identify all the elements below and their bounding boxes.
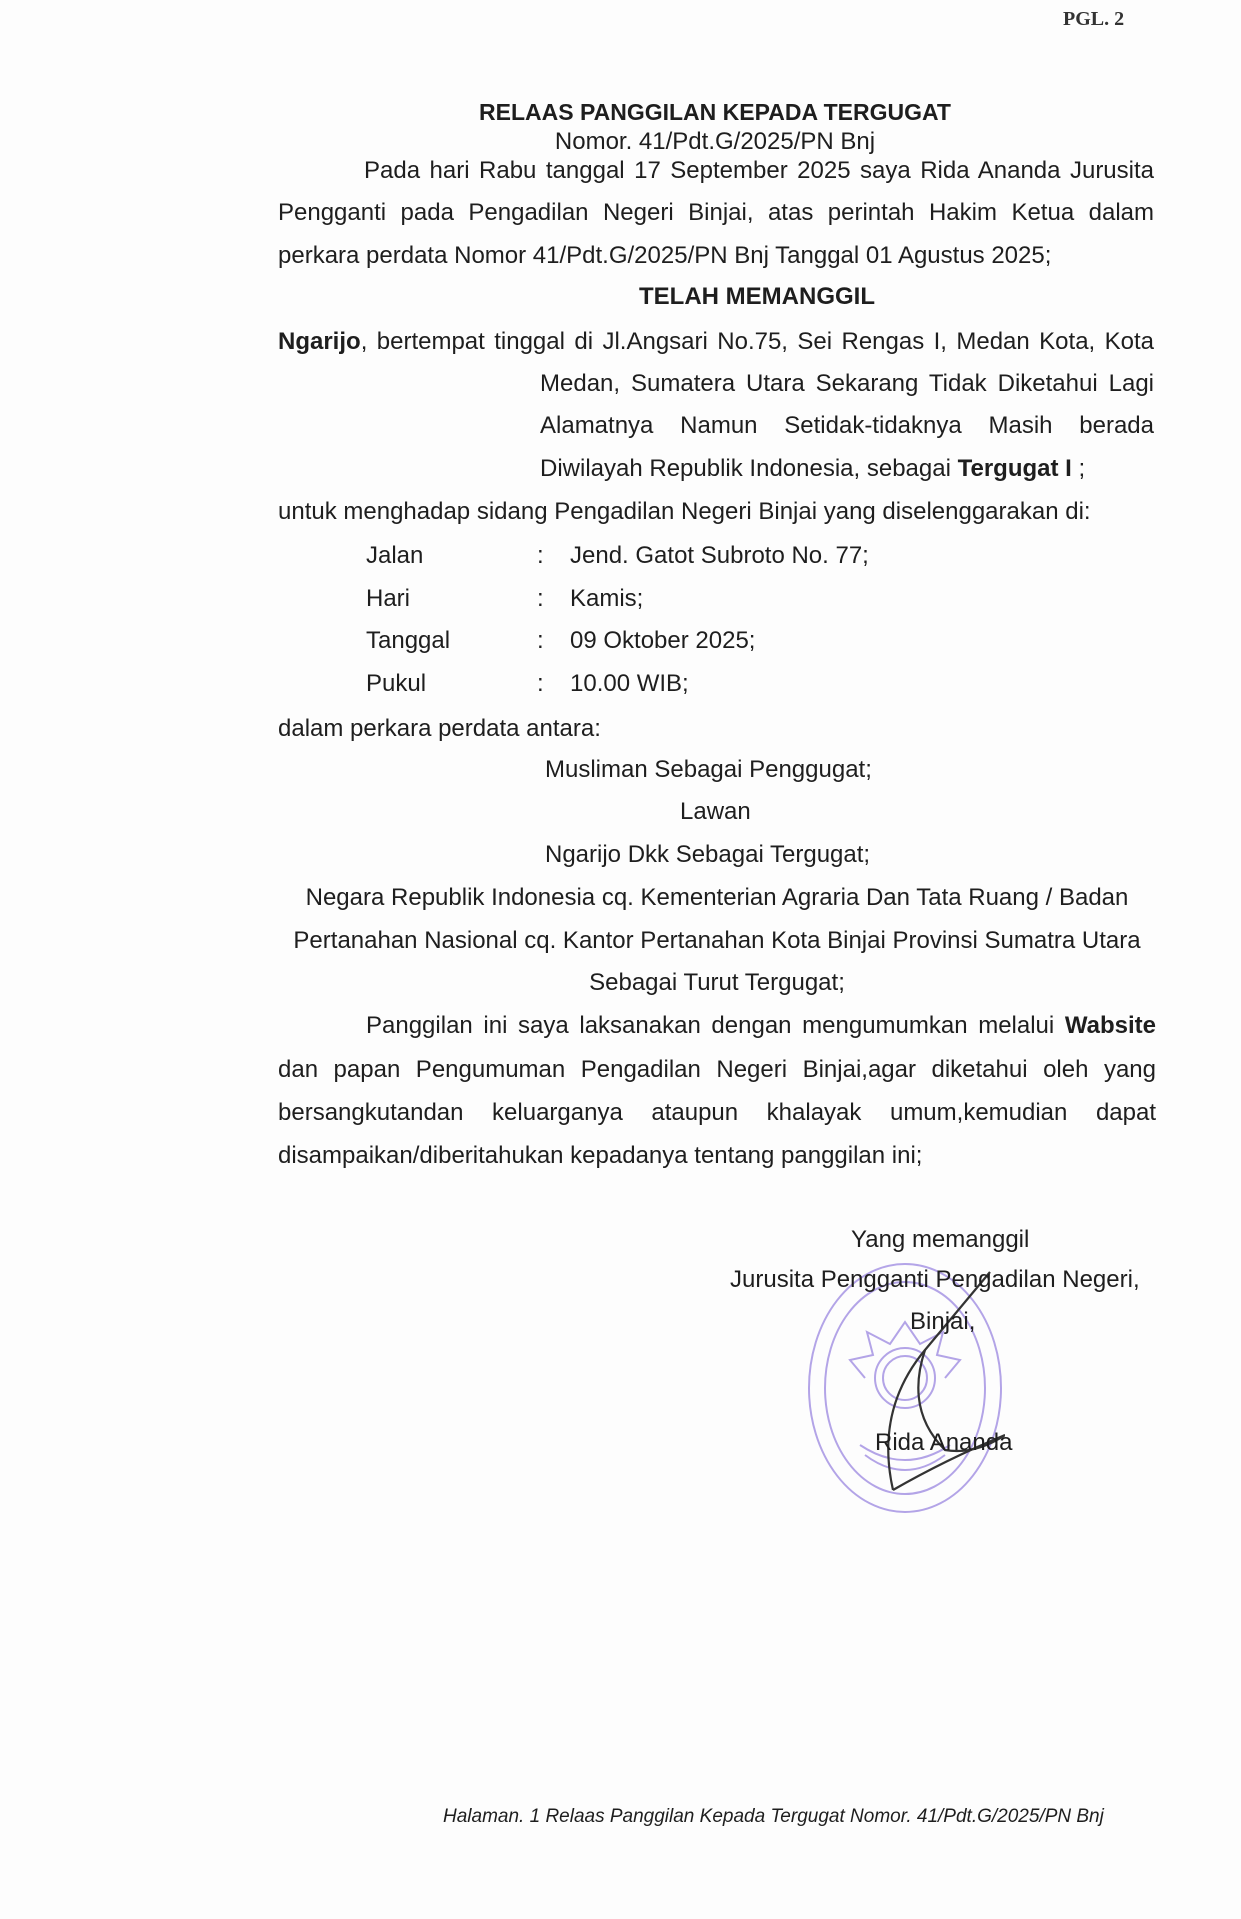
hearing-sep: : xyxy=(537,542,544,569)
defendant-line-2: Medan, Sumatera Utara Sekarang Tidak Diketahui Lagi xyxy=(540,370,1154,397)
hearing-label: Tanggal xyxy=(366,627,451,654)
defendant-name: Ngarijo xyxy=(278,328,361,355)
signature-line-3: Binjai, xyxy=(910,1308,976,1335)
hearing-value: Jend. Gatot Subroto No. 77; xyxy=(570,542,869,569)
defendant-line-4 xyxy=(540,454,1085,484)
defendant-line-3: Alamatnya Namun Setidak-tidaknya Masih berada xyxy=(540,412,1154,439)
intro-line-1: Pada hari Rabu tanggal 17 September 2025 saya Rida Ananda Jurusita xyxy=(364,157,1154,184)
hearing-value: 09 Oktober 2025; xyxy=(570,627,756,654)
page-mark: PGL. 2 xyxy=(1063,8,1125,30)
hearing-intro: untuk menghadap sidang Pengadilan Negeri Binjai yang diselenggarakan di: xyxy=(278,498,1091,525)
summoned-heading: TELAH MEMANGGIL xyxy=(639,283,875,310)
signatory-name: Rida Ananda xyxy=(875,1429,1013,1456)
co-defendant-line-2: Pertanahan Nasional cq. Kantor Pertanahan Kota Binjai Provinsi Sumatra Utara xyxy=(293,927,1141,954)
document-number: Nomor. 41/Pdt.G/2025/PN Bnj xyxy=(554,128,876,155)
defendant-end: ; xyxy=(1071,455,1086,482)
closing-text: Panggilan ini saya laksanakan dengan mengumumkan melalui xyxy=(366,1012,1065,1039)
hearing-label: Hari xyxy=(366,585,411,612)
hearing-value: 10.00 WIB; xyxy=(570,670,689,697)
versus: Lawan xyxy=(680,798,751,825)
hearing-sep: : xyxy=(537,670,544,697)
intro-line-2: Pengganti pada Pengadilan Negeri Binjai, atas perintah Hakim Ketua dalam xyxy=(278,199,1154,226)
signature-line-2: Jurusita Pengganti Pengadilan Negeri, xyxy=(730,1266,1140,1293)
signature-line-1: Yang memanggil xyxy=(851,1226,1030,1253)
defendant-role: Tergugat I xyxy=(957,455,1072,482)
page-footer: Halaman. 1 Relaas Panggilan Kepada Tergugat Nomor. 41/Pdt.G/2025/PN Bnj xyxy=(443,1806,1104,1827)
intro-line-3: perkara perdata Nomor 41/Pdt.G/2025/PN Bnj Tanggal 01 Agustus 2025; xyxy=(278,242,1052,269)
defendant-line-1 xyxy=(278,327,1154,357)
hearing-sep: : xyxy=(537,627,544,654)
co-defendant-line-3: Sebagai Turut Tergugat; xyxy=(589,969,845,996)
hearing-label: Jalan xyxy=(366,542,424,569)
closing-line-3: bersangkutandan keluarganya ataupun khalayak umum,kemudian dapat xyxy=(278,1099,1156,1126)
co-defendant-line-1: Negara Republik Indonesia cq. Kementerian Agraria Dan Tata Ruang / Badan xyxy=(305,884,1129,911)
defendants: Ngarijo Dkk Sebagai Tergugat; xyxy=(545,841,871,868)
closing-line-2: dan papan Pengumuman Pengadilan Negeri Binjai,agar diketahui oleh yang xyxy=(278,1056,1156,1083)
website-word: Wabsite xyxy=(1064,1012,1156,1039)
plaintiff: Musliman Sebagai Penggugat; xyxy=(545,756,872,783)
document-title: RELAAS PANGGILAN KEPADA TERGUGAT xyxy=(479,99,951,125)
defendant-address: , bertempat tinggal di Jl.Angsari No.75, Sei Rengas I, Medan Kota, Kota xyxy=(360,328,1154,355)
closing-line-1 xyxy=(366,1011,1156,1041)
case-intro: dalam perkara perdata antara: xyxy=(278,715,601,742)
hearing-value: Kamis; xyxy=(570,585,644,612)
closing-line-4: disampaikan/diberitahukan kepadanya tentang panggilan ini; xyxy=(278,1142,923,1169)
hearing-sep: : xyxy=(537,585,544,612)
court-stamp xyxy=(805,1260,1005,1515)
defendant-region: Diwilayah Republik Indonesia, sebagai xyxy=(540,455,958,482)
hearing-label: Pukul xyxy=(366,670,427,697)
